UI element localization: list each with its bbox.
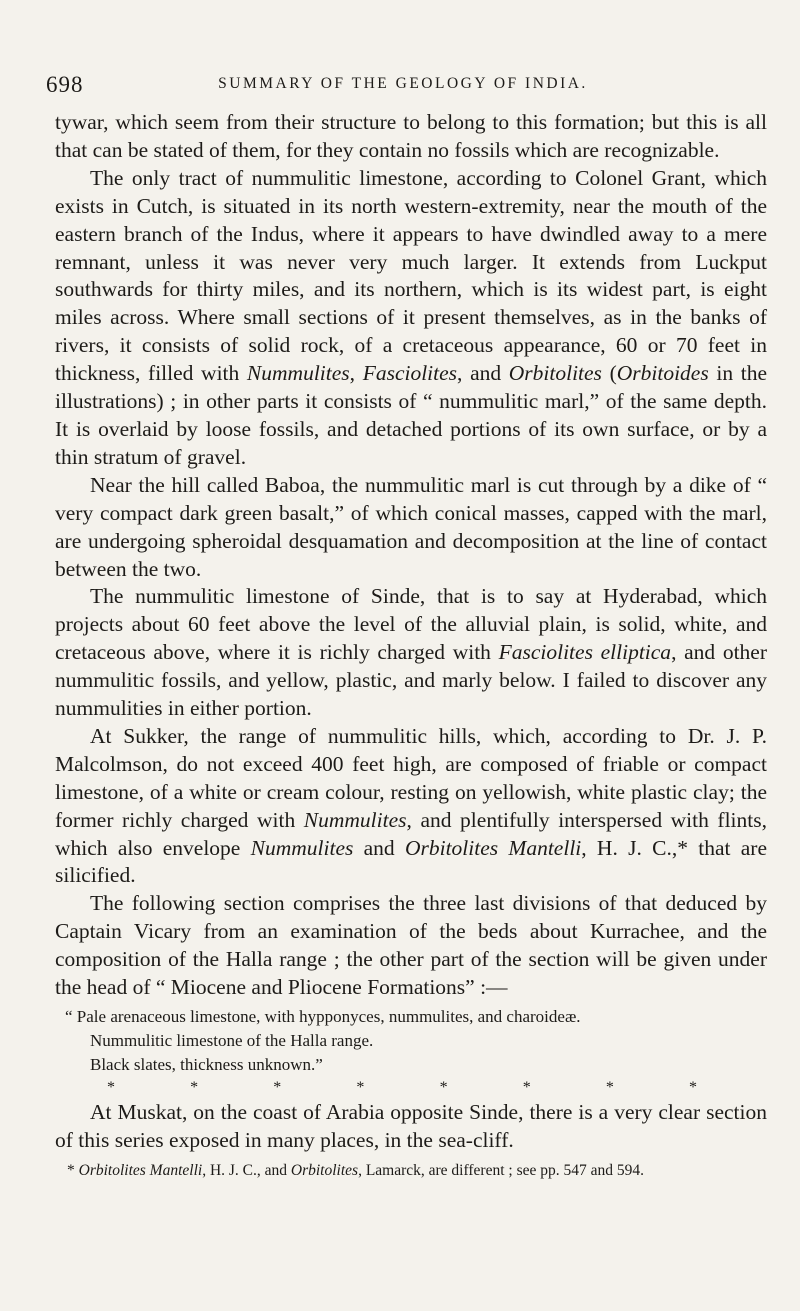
asterisk: * <box>356 1079 365 1096</box>
quote-line: Nummulitic limestone of the Halla range. <box>90 1031 374 1050</box>
quoted-section <box>55 1005 767 1077</box>
paragraph-sinde: The nummulitic limestone of Sinde, that is to say at Hyderabad, which projects about 60 feet above the level of the alluvial plain, is solid, white, and cretaceous above, where it is richly charged with Fasciolites elliptica, and other nummulitic fossils, and yellow, plastic, and marly below. I failed to discover any nummulities in either portion. <box>55 584 767 721</box>
paragraph-baboa: Near the hill called Baboa, the nummulitic marl is cut through by a dike of “ very compact dark green basalt,” of which conical masses, capped with the marl, are undergoing spheroidal desquamation and decomposition at the line of contact between the two. <box>55 472 767 581</box>
page-header <box>46 72 760 102</box>
footnote: * Orbitolites Mantelli, H. J. C., and Orbitolites, Lamarck, are different ; see pp. 547 and 594. <box>67 1161 644 1179</box>
taxon-name: Orbitoides <box>616 361 709 386</box>
paragraph-kurrachee: The following section comprises the three last divisions of that deduced by Captain Vicary from an examination of the beds about Kurrachee, and the composition of the Halla range ; the other part of the section will be given under the head of “ Miocene and Pliocene Formations” :— <box>55 891 767 1000</box>
asterism <box>107 1077 697 1099</box>
taxon-name: Orbitolites Mantelli <box>404 835 582 860</box>
asterisk: * <box>688 1079 697 1096</box>
paragraph-muskat: At Muskat, on the coast of Arabia opposite Sinde, there is a very clear section of this series exposed in many places, in the sea-cliff. <box>55 1100 767 1152</box>
taxon-name: Nummulites <box>303 807 407 832</box>
asterisk: * <box>605 1079 614 1096</box>
taxon-name: Fasciolites elliptica <box>498 640 672 665</box>
taxon-name: Orbitolites <box>508 361 602 386</box>
asterisk: * <box>522 1079 531 1096</box>
asterisk: * <box>107 1079 115 1096</box>
taxon-name: Orbitolites <box>290 1161 359 1179</box>
paragraph-sukker: At Sukker, the range of nummulitic hills, which, according to Dr. J. P. Malcolmson, do not exceed 400 feet high, are composed of friable or compact limestone, of a white or cream colour, resting on yellowish, white plastic clay; the former richly charged with Nummulites, and plentifully interspersed with flints, which also envelope Nummulites and Orbitolites Mantelli, H. J. C.,* that are silicified. <box>55 723 768 888</box>
taxon-name: Nummulites <box>246 361 350 386</box>
running-title: SUMMARY OF THE GEOLOGY OF INDIA. <box>218 75 588 92</box>
taxon-name: Fasciolites <box>362 361 458 386</box>
taxon-name: Nummulites <box>250 835 354 860</box>
quote-line: Black slates, thickness unknown.” <box>90 1055 323 1074</box>
paragraph-cutch: The only tract of nummulitic limestone, according to Colonel Grant, which exists in Cutch, is situated in its north western-extremity, near the mouth of the eastern branch of the Indus, where it appears to have dwindled away to a mere remnant, unless it was never very much larger. It extends from Luckput southwards for thirty miles, and its northern, which is its widest part, is eight miles across. Where small sections of it present themselves, as in the banks of rivers, it consists of solid rock, of a cretaceous appearance, 60 or 70 feet in thickness, filled with Nummulites, Fasciolites, and Orbitolites (Orbitoides in the illustrations) ; in other parts it consists of “ nummulitic marl,” of the same depth. It is overlaid by loose fossils, and detached portions of its own surface, or by a thin stratum of gravel. <box>55 165 767 469</box>
quote-line: “ Pale arenaceous limestone, with hypponyces, nummulites, and charoideæ. <box>65 1007 581 1026</box>
page-body <box>55 109 767 1183</box>
page-number: 698 <box>46 72 84 97</box>
asterisk: * <box>439 1079 448 1096</box>
taxon-name: Orbitolites Mantelli <box>78 1161 203 1179</box>
asterisk: * <box>273 1079 282 1096</box>
paragraph-continuation: tywar, which seem from their structure to belong to this formation; but this is all that can be stated of them, for they contain no fossils which are recognizable. <box>55 110 767 162</box>
asterisk: * <box>190 1079 199 1096</box>
